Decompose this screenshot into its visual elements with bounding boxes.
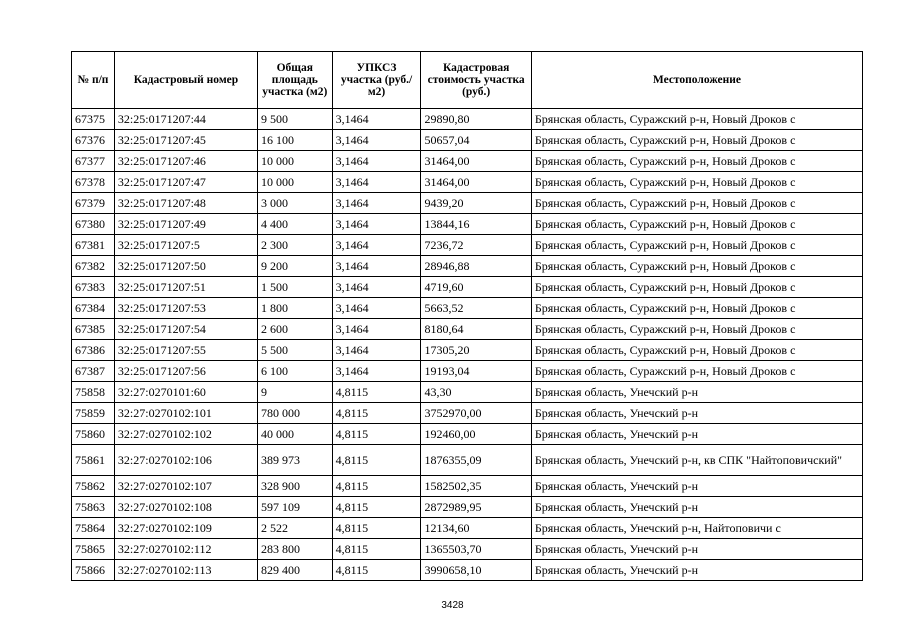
cell-specific-value: 4,8115: [332, 518, 421, 539]
cell-location: Брянская область, Суражский р-н, Новый Дроков с: [531, 172, 862, 193]
cell-cadastral-value: 2872989,95: [421, 497, 531, 518]
cell-location: Брянская область, Суражский р-н, Новый Дроков с: [531, 361, 862, 382]
cell-location: Брянская область, Унечский р-н: [531, 560, 862, 581]
cell-cadastral-value: 9439,20: [421, 193, 531, 214]
table-row: [72, 445, 863, 476]
cell-row-number: 67382: [72, 256, 115, 277]
cell-specific-value: 4,8115: [332, 445, 421, 476]
table-row: [72, 256, 863, 277]
cell-specific-value: 3,1464: [332, 361, 421, 382]
cell-cadastral-value: 4719,60: [421, 277, 531, 298]
cell-cadastral-number: 32:25:0171207:48: [114, 193, 257, 214]
cell-cadastral-value: 1365503,70: [421, 539, 531, 560]
cell-cadastral-number: 32:25:0171207:49: [114, 214, 257, 235]
cell-cadastral-number: 32:25:0171207:46: [114, 151, 257, 172]
table-row: [72, 130, 863, 151]
cell-row-number: 67383: [72, 277, 115, 298]
cell-area: 2 522: [257, 518, 332, 539]
cell-specific-value: 4,8115: [332, 403, 421, 424]
cell-row-number: 67377: [72, 151, 115, 172]
cell-area: 328 900: [257, 476, 332, 497]
cell-specific-value: 4,8115: [332, 539, 421, 560]
table-row: [72, 340, 863, 361]
cell-location: Брянская область, Унечский р-н: [531, 403, 862, 424]
header-area: Общая площадь участка (м2): [257, 52, 332, 109]
cell-area: 780 000: [257, 403, 332, 424]
cell-cadastral-value: 5663,52: [421, 298, 531, 319]
cell-location: Брянская область, Суражский р-н, Новый Дроков с: [531, 277, 862, 298]
cell-cadastral-number: 32:27:0270102:108: [114, 497, 257, 518]
cell-area: 9: [257, 382, 332, 403]
cell-row-number: 75862: [72, 476, 115, 497]
table-row: [72, 319, 863, 340]
cell-specific-value: 3,1464: [332, 277, 421, 298]
cell-area: 10 000: [257, 172, 332, 193]
cell-area: 389 973: [257, 445, 332, 476]
cell-cadastral-number: 32:27:0270102:107: [114, 476, 257, 497]
cell-row-number: 75866: [72, 560, 115, 581]
table-row: [72, 235, 863, 256]
cell-location: Брянская область, Унечский р-н: [531, 424, 862, 445]
table-row: [72, 382, 863, 403]
table-row: [72, 539, 863, 560]
cell-row-number: 75858: [72, 382, 115, 403]
cell-specific-value: 3,1464: [332, 235, 421, 256]
table-row: [72, 476, 863, 497]
cell-location: Брянская область, Суражский р-н, Новый Дроков с: [531, 214, 862, 235]
cell-location: Брянская область, Суражский р-н, Новый Дроков с: [531, 256, 862, 277]
cell-row-number: 67375: [72, 109, 115, 130]
cell-cadastral-value: 31464,00: [421, 151, 531, 172]
cell-cadastral-value: 43,30: [421, 382, 531, 403]
cell-area: 2 600: [257, 319, 332, 340]
cell-location: Брянская область, Суражский р-н, Новый Дроков с: [531, 235, 862, 256]
cell-specific-value: 4,8115: [332, 424, 421, 445]
table-row: [72, 497, 863, 518]
cell-cadastral-value: 1582502,35: [421, 476, 531, 497]
cell-location: Брянская область, Унечский р-н: [531, 476, 862, 497]
cell-specific-value: 3,1464: [332, 340, 421, 361]
cell-cadastral-number: 32:27:0270102:109: [114, 518, 257, 539]
cell-specific-value: 3,1464: [332, 214, 421, 235]
cell-row-number: 75864: [72, 518, 115, 539]
table-row: [72, 424, 863, 445]
table-header-row: [72, 52, 863, 109]
cell-row-number: 75863: [72, 497, 115, 518]
cell-row-number: 75859: [72, 403, 115, 424]
cell-cadastral-value: 3990658,10: [421, 560, 531, 581]
cell-specific-value: 4,8115: [332, 476, 421, 497]
cell-cadastral-value: 12134,60: [421, 518, 531, 539]
table-row: [72, 214, 863, 235]
cell-location: Брянская область, Унечский р-н, кв СПК "Найтоповичский": [531, 445, 862, 476]
cell-cadastral-number: 32:25:0171207:55: [114, 340, 257, 361]
cell-cadastral-number: 32:25:0171207:5: [114, 235, 257, 256]
cell-row-number: 67386: [72, 340, 115, 361]
cell-row-number: 67380: [72, 214, 115, 235]
cell-area: 2 300: [257, 235, 332, 256]
cell-area: 597 109: [257, 497, 332, 518]
cell-location: Брянская область, Суражский р-н, Новый Дроков с: [531, 109, 862, 130]
cell-cadastral-number: 32:27:0270102:101: [114, 403, 257, 424]
header-cadastral-value: Кадастровая стоимость участка (руб.): [421, 52, 531, 109]
cell-area: 9 500: [257, 109, 332, 130]
cell-row-number: 75861: [72, 445, 115, 476]
header-cadastral-number: Кадастровый номер: [114, 52, 257, 109]
cell-row-number: 67379: [72, 193, 115, 214]
cell-specific-value: 3,1464: [332, 172, 421, 193]
cadastral-table: [71, 51, 863, 581]
cell-cadastral-value: 17305,20: [421, 340, 531, 361]
cell-cadastral-value: 13844,16: [421, 214, 531, 235]
cell-row-number: 67384: [72, 298, 115, 319]
cell-cadastral-number: 32:27:0270102:112: [114, 539, 257, 560]
header-row-number: № п/п: [72, 52, 115, 109]
cell-cadastral-value: 50657,04: [421, 130, 531, 151]
table-row: [72, 560, 863, 581]
cell-cadastral-number: 32:27:0270102:113: [114, 560, 257, 581]
cell-cadastral-number: 32:25:0171207:51: [114, 277, 257, 298]
cell-cadastral-value: 19193,04: [421, 361, 531, 382]
cell-row-number: 67387: [72, 361, 115, 382]
cell-location: Брянская область, Суражский р-н, Новый Дроков с: [531, 340, 862, 361]
cell-location: Брянская область, Унечский р-н: [531, 497, 862, 518]
cell-row-number: 67376: [72, 130, 115, 151]
cell-specific-value: 3,1464: [332, 298, 421, 319]
cell-cadastral-number: 32:25:0171207:53: [114, 298, 257, 319]
cell-specific-value: 3,1464: [332, 130, 421, 151]
cell-location: Брянская область, Суражский р-н, Новый Дроков с: [531, 298, 862, 319]
table-row: [72, 151, 863, 172]
cell-specific-value: 3,1464: [332, 109, 421, 130]
cell-row-number: 67381: [72, 235, 115, 256]
cell-area: 1 500: [257, 277, 332, 298]
cell-specific-value: 4,8115: [332, 560, 421, 581]
cell-cadastral-number: 32:27:0270101:60: [114, 382, 257, 403]
cell-cadastral-number: 32:25:0171207:47: [114, 172, 257, 193]
cell-location: Брянская область, Суражский р-н, Новый Дроков с: [531, 319, 862, 340]
cell-area: 283 800: [257, 539, 332, 560]
page-number: 3428: [441, 600, 464, 611]
cell-cadastral-value: 31464,00: [421, 172, 531, 193]
cell-row-number: 67378: [72, 172, 115, 193]
cell-area: 5 500: [257, 340, 332, 361]
cell-cadastral-value: 1876355,09: [421, 445, 531, 476]
cell-specific-value: 4,8115: [332, 382, 421, 403]
cell-area: 6 100: [257, 361, 332, 382]
table-row: [72, 518, 863, 539]
cell-specific-value: 3,1464: [332, 193, 421, 214]
cell-location: Брянская область, Суражский р-н, Новый Дроков с: [531, 130, 862, 151]
cell-cadastral-number: 32:25:0171207:54: [114, 319, 257, 340]
cell-row-number: 67385: [72, 319, 115, 340]
cell-cadastral-value: 29890,80: [421, 109, 531, 130]
cell-area: 829 400: [257, 560, 332, 581]
table-row: [72, 109, 863, 130]
cell-cadastral-number: 32:27:0270102:102: [114, 424, 257, 445]
table-row: [72, 403, 863, 424]
cell-area: 3 000: [257, 193, 332, 214]
table-row: [72, 298, 863, 319]
cell-area: 1 800: [257, 298, 332, 319]
header-location: Местоположение: [531, 52, 862, 109]
table-row: [72, 193, 863, 214]
cell-location: Брянская область, Суражский р-н, Новый Дроков с: [531, 151, 862, 172]
cell-cadastral-number: 32:25:0171207:44: [114, 109, 257, 130]
cell-area: 10 000: [257, 151, 332, 172]
table-row: [72, 361, 863, 382]
cell-cadastral-number: 32:25:0171207:50: [114, 256, 257, 277]
table-row: [72, 277, 863, 298]
cell-cadastral-value: 3752970,00: [421, 403, 531, 424]
cell-cadastral-value: 28946,88: [421, 256, 531, 277]
cell-area: 4 400: [257, 214, 332, 235]
cell-row-number: 75860: [72, 424, 115, 445]
cell-specific-value: 3,1464: [332, 151, 421, 172]
cell-location: Брянская область, Суражский р-н, Новый Дроков с: [531, 193, 862, 214]
cell-cadastral-number: 32:25:0171207:56: [114, 361, 257, 382]
cell-area: 40 000: [257, 424, 332, 445]
cell-cadastral-number: 32:27:0270102:106: [114, 445, 257, 476]
cell-location: Брянская область, Унечский р-н: [531, 382, 862, 403]
cell-area: 16 100: [257, 130, 332, 151]
cell-cadastral-value: 192460,00: [421, 424, 531, 445]
cell-specific-value: 3,1464: [332, 256, 421, 277]
cell-cadastral-value: 8180,64: [421, 319, 531, 340]
cell-cadastral-value: 7236,72: [421, 235, 531, 256]
cell-cadastral-number: 32:25:0171207:45: [114, 130, 257, 151]
cell-row-number: 75865: [72, 539, 115, 560]
header-specific-value: УПКСЗ участка (руб./м2): [332, 52, 421, 109]
cell-area: 9 200: [257, 256, 332, 277]
table-row: [72, 172, 863, 193]
cell-location: Брянская область, Унечский р-н, Найтоповичи с: [531, 518, 862, 539]
cell-specific-value: 4,8115: [332, 497, 421, 518]
cell-location: Брянская область, Унечский р-н: [531, 539, 862, 560]
cell-specific-value: 3,1464: [332, 319, 421, 340]
